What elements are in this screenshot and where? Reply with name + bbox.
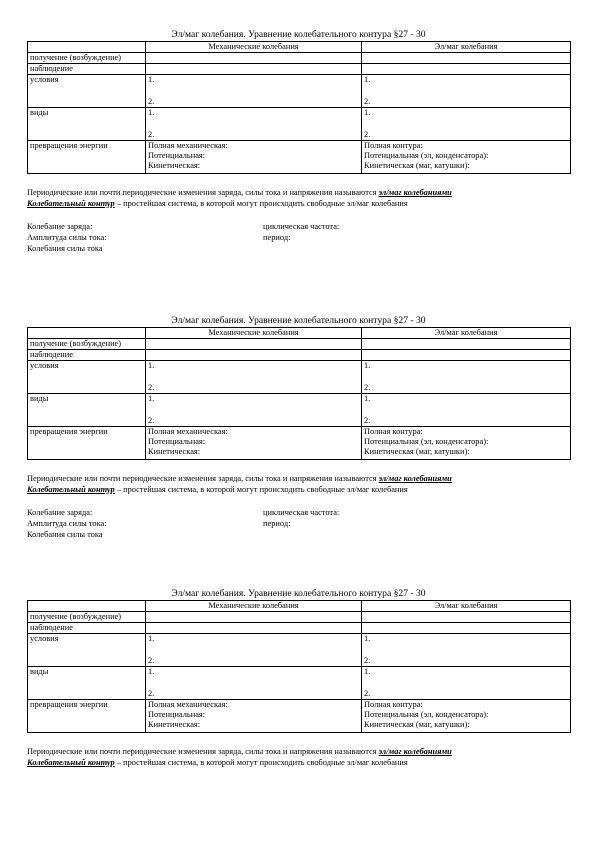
energy-line: Потенциальная:	[148, 151, 206, 160]
item-number: 1.	[364, 75, 371, 84]
definition-term: Колебательный контур	[27, 758, 115, 767]
formula-label: Колебания силы тока	[27, 244, 103, 253]
worksheet-block-1	[27, 29, 570, 261]
formula-label: циклическая частота:	[263, 222, 340, 231]
formulas-section	[27, 507, 570, 547]
row-label-types: виды	[28, 667, 146, 700]
energy-line: Потенциальная:	[148, 710, 206, 719]
answer-cell[interactable]	[362, 350, 571, 361]
energy-line: Кинетическая (маг, катушки):	[364, 447, 470, 456]
row-label-energy: превращения энергии	[28, 141, 146, 174]
row-label-conditions: условия	[28, 361, 146, 394]
definition-text: Периодические или почти периодические изменения заряда, силы тока и напряжения называются	[27, 188, 377, 197]
answer-cell[interactable]	[362, 75, 571, 108]
definition-term: Колебательный контур	[27, 199, 115, 208]
header-electromagnetic: Эл/маг колебания	[362, 328, 571, 339]
item-number: 2.	[148, 656, 155, 665]
row-label-observation: наблюдение	[28, 623, 146, 634]
row-label-conditions: условия	[28, 634, 146, 667]
energy-line: Полная механическая:	[148, 700, 228, 709]
energy-line: Полная механическая:	[148, 141, 228, 150]
definition-text: – простейшая система, в которой могут происходить свободные эл/маг колебания	[114, 485, 408, 494]
item-number: 2.	[364, 130, 371, 139]
item-number: 2.	[364, 416, 371, 425]
comparison-table	[27, 41, 571, 174]
item-number: 2.	[364, 656, 371, 665]
definition-term: эл/маг колебаниями	[378, 188, 452, 197]
definition-text: Периодические или почти периодические изменения заряда, силы тока и напряжения называются	[27, 747, 377, 756]
formulas-section	[27, 221, 570, 261]
item-number: 1.	[364, 667, 371, 676]
formula-label: Колебание заряда:	[27, 508, 93, 517]
item-number: 2.	[364, 383, 371, 392]
energy-line: Полная механическая:	[148, 427, 228, 436]
item-number: 2.	[364, 97, 371, 106]
answer-cell[interactable]	[146, 612, 362, 623]
answer-cell[interactable]	[146, 141, 362, 174]
empty-cell	[28, 328, 146, 339]
definition-term: Колебательный контур	[27, 485, 115, 494]
energy-line: Потенциальная:	[148, 437, 206, 446]
answer-cell[interactable]	[362, 667, 571, 700]
row-label-conditions: условия	[28, 75, 146, 108]
answer-cell[interactable]	[146, 667, 362, 700]
answer-cell[interactable]	[146, 339, 362, 350]
answer-cell[interactable]	[362, 700, 571, 733]
item-number: 2.	[148, 97, 155, 106]
header-mechanical: Механические колебания	[146, 328, 362, 339]
item-number: 1.	[148, 75, 155, 84]
answer-cell[interactable]	[146, 700, 362, 733]
answer-cell[interactable]	[146, 64, 362, 75]
definition-term: эл/маг колебаниями	[378, 747, 452, 756]
answer-cell[interactable]	[362, 53, 571, 64]
item-number: 1.	[364, 634, 371, 643]
page-title: Эл/маг колебания. Уравнение колебательного контура §27 - 30	[171, 29, 426, 40]
row-label-types: виды	[28, 108, 146, 141]
row-label-obtaining: получение (возбуждение)	[28, 612, 146, 623]
definition-paragraph	[27, 746, 570, 768]
energy-line: Кинетическая:	[148, 447, 201, 456]
answer-cell[interactable]	[146, 634, 362, 667]
answer-cell[interactable]	[362, 64, 571, 75]
answer-cell[interactable]	[146, 427, 362, 460]
energy-line: Потенциальная (эл, конденсатора):	[364, 710, 489, 719]
row-label-energy: превращения энергии	[28, 427, 146, 460]
answer-cell[interactable]	[362, 339, 571, 350]
answer-cell[interactable]	[362, 612, 571, 623]
definition-text: Периодические или почти периодические изменения заряда, силы тока и напряжения называются	[27, 474, 377, 483]
row-label-observation: наблюдение	[28, 350, 146, 361]
formula-label: Колебания силы тока	[27, 530, 103, 539]
answer-cell[interactable]	[146, 108, 362, 141]
item-number: 1.	[148, 361, 155, 370]
answer-cell[interactable]	[146, 361, 362, 394]
item-number: 1.	[148, 394, 155, 403]
answer-cell[interactable]	[362, 394, 571, 427]
formula-label: циклическая частота:	[263, 508, 340, 517]
header-mechanical: Механические колебания	[146, 601, 362, 612]
answer-cell[interactable]	[362, 623, 571, 634]
item-number: 1.	[364, 108, 371, 117]
definition-paragraph	[27, 187, 570, 209]
answer-cell[interactable]	[146, 623, 362, 634]
definition-term: эл/маг колебаниями	[378, 474, 452, 483]
item-number: 1.	[364, 394, 371, 403]
item-number: 1.	[364, 361, 371, 370]
formula-label: Амплитуда силы тока:	[27, 233, 107, 242]
answer-cell[interactable]	[362, 634, 571, 667]
worksheet-block-3	[27, 588, 570, 768]
page-title: Эл/маг колебания. Уравнение колебательного контура §27 - 30	[171, 315, 426, 326]
row-label-obtaining: получение (возбуждение)	[28, 339, 146, 350]
answer-cell[interactable]	[362, 427, 571, 460]
answer-cell[interactable]	[146, 350, 362, 361]
item-number: 2.	[148, 130, 155, 139]
answer-cell[interactable]	[146, 394, 362, 427]
definition-text: – простейшая система, в которой могут происходить свободные эл/маг колебания	[114, 199, 408, 208]
empty-cell	[28, 601, 146, 612]
formula-label: Колебание заряда:	[27, 222, 93, 231]
energy-line: Потенциальная (эл, конденсатора):	[364, 151, 489, 160]
empty-cell	[28, 42, 146, 53]
row-label-types: виды	[28, 394, 146, 427]
item-number: 2.	[148, 383, 155, 392]
header-mechanical: Механические колебания	[146, 42, 362, 53]
header-electromagnetic: Эл/маг колебания	[362, 42, 571, 53]
energy-line: Кинетическая:	[148, 161, 201, 170]
row-label-observation: наблюдение	[28, 64, 146, 75]
comparison-table	[27, 327, 571, 460]
item-number: 2.	[364, 689, 371, 698]
energy-line: Кинетическая:	[148, 720, 201, 729]
item-number: 2.	[148, 416, 155, 425]
item-number: 1.	[148, 634, 155, 643]
header-electromagnetic: Эл/маг колебания	[362, 601, 571, 612]
item-number: 2.	[148, 689, 155, 698]
item-number: 1.	[148, 667, 155, 676]
energy-line: Потенциальная (эл, конденсатора):	[364, 437, 489, 446]
page-title: Эл/маг колебания. Уравнение колебательного контура §27 - 30	[171, 588, 426, 599]
answer-cell[interactable]	[146, 75, 362, 108]
formula-label: период:	[263, 519, 291, 528]
energy-line: Полная контура:	[364, 427, 423, 436]
answer-cell[interactable]	[362, 108, 571, 141]
formula-label: период:	[263, 233, 291, 242]
worksheet-block-2	[27, 315, 570, 547]
row-label-obtaining: получение (возбуждение)	[28, 53, 146, 64]
definition-paragraph	[27, 473, 570, 495]
comparison-table	[27, 600, 571, 733]
item-number: 1.	[148, 108, 155, 117]
answer-cell[interactable]	[362, 361, 571, 394]
formula-label: Амплитуда силы тока:	[27, 519, 107, 528]
energy-line: Кинетическая (маг, катушки):	[364, 720, 470, 729]
answer-cell[interactable]	[362, 141, 571, 174]
energy-line: Полная контура:	[364, 700, 423, 709]
energy-line: Полная контура:	[364, 141, 423, 150]
row-label-energy: превращения энергии	[28, 700, 146, 733]
answer-cell[interactable]	[146, 53, 362, 64]
energy-line: Кинетическая (маг, катушки):	[364, 161, 470, 170]
definition-text: – простейшая система, в которой могут происходить свободные эл/маг колебания	[114, 758, 408, 767]
